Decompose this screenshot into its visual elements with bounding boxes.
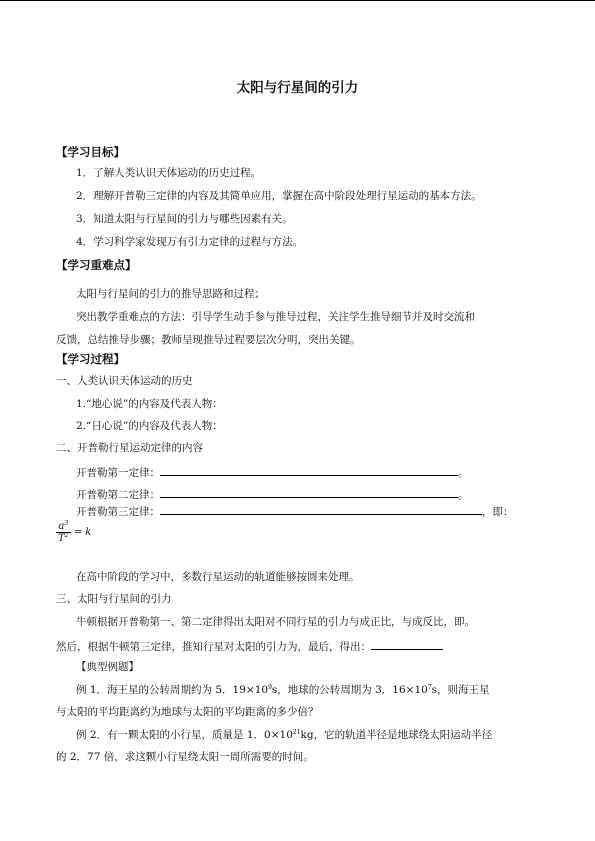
example-1-text-b: s，地球的公转周期为 3．16×10 <box>271 684 428 696</box>
formula-den-sup: 2 <box>64 532 69 539</box>
example-1-exp-2: 7 <box>427 684 432 691</box>
example-2-text-b: kg，它的轨道半径是地球绕太阳运动半径 <box>300 729 493 741</box>
kepler-law-2 <box>76 486 469 502</box>
kepler-law-1-label: 开普勒第一定律： <box>76 467 160 479</box>
kepler-law-3 <box>76 503 514 519</box>
kepler-law-3-label: 开普勒第三定律： <box>76 506 160 518</box>
example-1-line-1 <box>76 683 490 697</box>
part3-paragraph-2-text: 然后，根据牛顿第三定律，推知行星对太阳的引力为，最后，得出： <box>56 641 371 653</box>
key-points-heading: 【学习重难点】 <box>56 258 137 272</box>
page-title: 太阳与行星间的引力 <box>236 80 359 96</box>
kepler-law-2-blank[interactable] <box>160 486 458 498</box>
example-1-text-c: s，则海王星 <box>431 684 490 696</box>
part2-title: 二、开普勒行星运动定律的内容 <box>56 442 203 454</box>
example-2-line-1 <box>76 728 492 742</box>
kepler-law-1-end: 。 <box>458 467 469 479</box>
examples-heading: 【典型例题】 <box>76 661 139 673</box>
example-1-exp-1: 9 <box>268 684 272 691</box>
goal-item-2: 2．理解开普勒三定律的内容及其简单应用，掌握在高中阶段处理行星运动的基本方法。 <box>76 190 482 202</box>
key-point-3: 反馈，总结推导步骤；教师呈现推导过程要层次分明，突出关键。 <box>56 334 361 346</box>
example-1-line-2: 与太阳的平均距离约为地球与太阳的平均距离的多少倍？ <box>56 706 319 718</box>
goals-heading: 【学习目标】 <box>56 145 125 159</box>
kepler-formula <box>56 521 91 544</box>
part3-title: 三、太阳与行星间的引力 <box>56 593 172 605</box>
formula-fraction <box>56 521 71 544</box>
formula-denominator <box>56 533 71 544</box>
top-rule <box>0 0 595 1</box>
example-2-exp: 21 <box>292 729 301 736</box>
formula-num-var: a <box>58 521 65 532</box>
goal-item-1: 1．了解人类认识天体运动的历史过程。 <box>76 167 262 179</box>
kepler-law-3-blank[interactable] <box>160 503 482 515</box>
key-point-1: 太阳与行星间的引力的推导思路和过程； <box>76 288 265 300</box>
kepler-law-3-end: ，即： <box>482 506 514 518</box>
kepler-law-1 <box>76 464 469 480</box>
kepler-law-2-end: 。 <box>458 489 469 501</box>
part3-paragraph-2 <box>56 638 443 654</box>
part1-item-2: 2.“日心说”的内容及代表人物： <box>76 420 223 432</box>
part1-title: 一、人类认识天体运动的历史 <box>56 375 193 387</box>
process-heading: 【学习过程】 <box>56 352 125 366</box>
key-point-2: 突出教学重难点的方法：引导学生动手参与推导过程，关注学生推导细节并及时交流和 <box>76 311 475 323</box>
formula-num-sup: 3 <box>64 520 69 527</box>
part3-answer-blank[interactable] <box>371 638 443 650</box>
example-1-text-a: 例 1．海王星的公转周期约为 5．19×10 <box>76 684 269 696</box>
kepler-law-1-blank[interactable] <box>160 464 458 476</box>
formula-rhs: = k <box>73 527 92 538</box>
kepler-law-2-label: 开普勒第二定律： <box>76 489 160 501</box>
goal-item-3: 3．知道太阳与行星间的引力与哪些因素有关。 <box>76 213 293 225</box>
part1-item-1: 1.“地心说”的内容及代表人物： <box>76 398 223 410</box>
example-2-line-2: 的 2．77 倍，求这颗小行星绕太阳一周所需要的时间。 <box>56 751 314 763</box>
circle-note: 在高中阶段的学习中，多数行星运动的轨道能够按圆来处理。 <box>76 571 360 583</box>
formula-den-var: T <box>58 533 65 544</box>
example-2-text-a: 例 2．有一颗太阳的小行星，质量是 1．0×10 <box>76 729 293 741</box>
part3-paragraph-1: 牛顿根据开普勒第一、第二定律得出太阳对不同行星的引力与成正比，与成反比，即。 <box>76 616 475 628</box>
goal-item-4: 4．学习科学家发现万有引力定律的过程与方法。 <box>76 236 304 248</box>
